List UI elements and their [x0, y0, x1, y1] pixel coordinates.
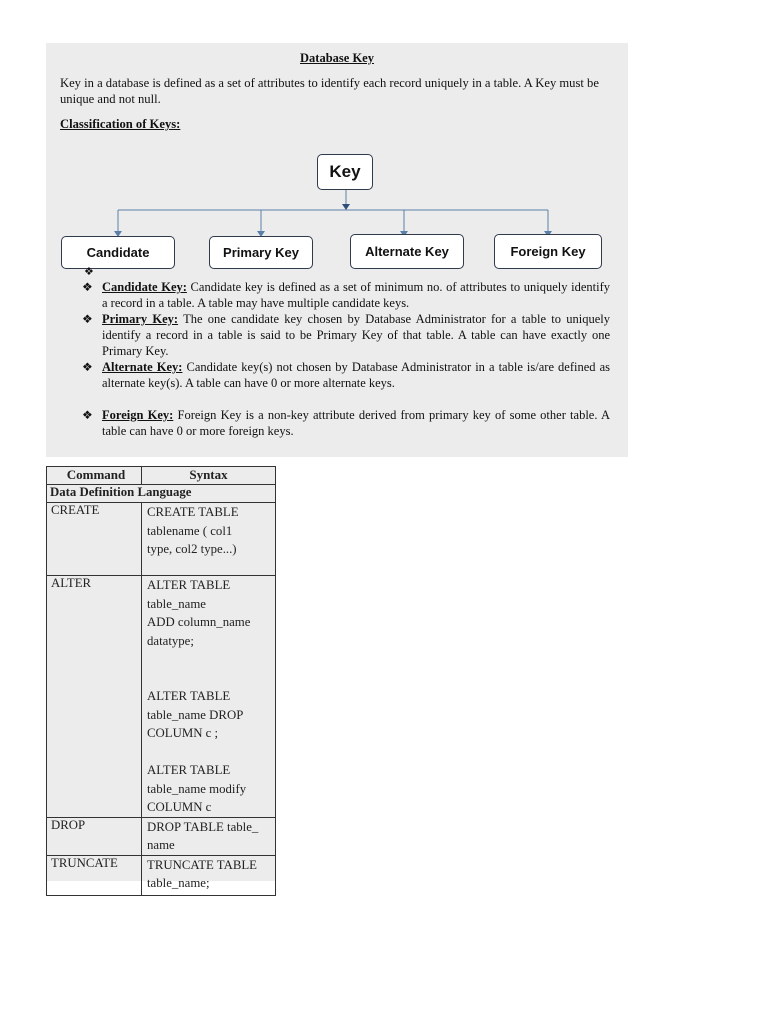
syntax-line: COLUMN c [147, 800, 212, 814]
database-key-panel [46, 43, 628, 457]
classification-heading: Classification of Keys: [60, 117, 181, 131]
key-root-box: Key [317, 154, 373, 190]
syntax-line: datatype; [147, 633, 194, 648]
list-item [82, 407, 610, 439]
syntax-line [147, 743, 275, 762]
syntax-line: COLUMN c ; [147, 726, 219, 740]
definition-text: Foreign Key is a non-key attribute derived from primary key of some other table. A table can have 0 or more foreign keys. [102, 408, 610, 438]
syntax-line: type, col2 type...) [147, 542, 237, 556]
syntax-line: DROP TABLE table_ [147, 819, 259, 834]
command-cell: ALTER [47, 576, 142, 818]
table-row [47, 817, 276, 855]
syntax-line: table_name [147, 596, 206, 611]
table-row [47, 576, 276, 818]
syntax-cell [142, 503, 276, 576]
page-title: Database Key [300, 51, 374, 65]
syntax-line: ADD column_name [147, 615, 251, 629]
definition-text: Candidate key is defined as a set of minimum no. of attributes to uniquely identify a record in a table. A table may have multiple candidate keys. [102, 280, 610, 310]
syntax-line: ALTER TABLE [147, 689, 231, 703]
diamond-bullet-icon: ❖ [82, 312, 93, 326]
syntax-cell [142, 576, 276, 818]
syntax-line [147, 669, 275, 688]
syntax-line [147, 650, 275, 669]
list-item [82, 311, 610, 359]
syntax-line: tablename ( col1 [147, 523, 233, 538]
section-heading: Data Definition Language [47, 485, 276, 503]
syntax-line: table_name modify [147, 781, 247, 796]
syntax-cell [142, 855, 276, 895]
syntax-line: table_name DROP [147, 707, 244, 722]
syntax-line: TRUNCATE TABLE [147, 857, 257, 872]
syntax-line: CREATE TABLE [147, 505, 239, 519]
list-item [82, 279, 610, 311]
command-cell: CREATE [47, 503, 142, 576]
list-item [82, 359, 610, 391]
primary-key-box: Primary Key [209, 236, 313, 269]
diamond-bullet-icon: ❖ [82, 280, 93, 294]
definition-text: The one candidate key chosen by Database Administrator for a table to uniquely identify a record in a table is said to be Primary Key of that table. A table can have exactly one Primary Key. [102, 312, 610, 358]
syntax-line: ALTER TABLE [147, 763, 231, 777]
syntax-line: ALTER TABLE [147, 578, 231, 592]
column-header-command: Command [47, 467, 142, 485]
diamond-bullet-icon: ❖ [82, 360, 93, 374]
term-label: Candidate Key: [102, 280, 187, 294]
term-label: Primary Key: [102, 312, 179, 326]
intro-paragraph: Key in a database is defined as a set of attributes to identify each record uniquely in a table. A Key must be unique and not null. [60, 76, 599, 106]
alternate-key-box: Alternate Key [350, 234, 464, 269]
candidate-key-box: Candidate [61, 236, 175, 269]
command-cell: TRUNCATE [47, 855, 142, 895]
term-label: Alternate Key: [102, 360, 183, 374]
definition-text: Candidate key(s) not chosen by Database Administrator in a table is/are defined as alternate key(s). A table can have 0 or more alternate keys. [102, 360, 611, 390]
table-row [47, 503, 276, 576]
sql-command-table [46, 466, 276, 890]
syntax-line: name [147, 838, 175, 852]
key-definitions-list [82, 279, 610, 439]
column-header-syntax: Syntax [142, 467, 276, 485]
syntax-cell [142, 817, 276, 855]
term-label: Foreign Key: [102, 408, 174, 422]
diamond-bullet-icon: ❖ [82, 408, 93, 422]
syntax-line: table_name; [147, 876, 210, 890]
foreign-key-box: Foreign Key [494, 234, 602, 269]
table-row [47, 855, 276, 895]
diamond-bullet-icon: ❖ [84, 266, 94, 278]
command-cell: DROP [47, 817, 142, 855]
